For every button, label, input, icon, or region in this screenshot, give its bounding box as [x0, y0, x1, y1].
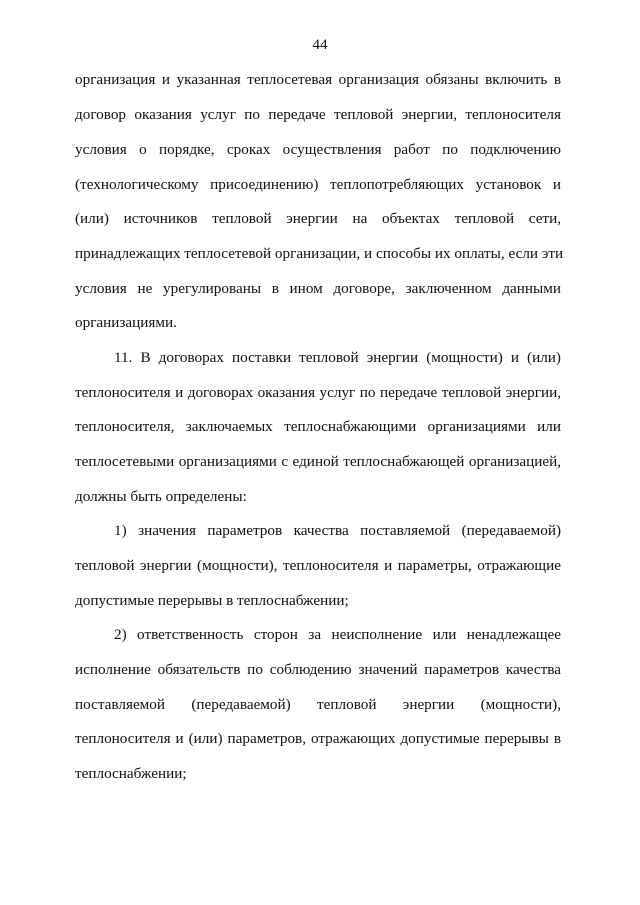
- text-line: теплоснабжении;: [75, 765, 187, 782]
- text-line: 2) ответственность сторон за неисполнение или ненадлежащее: [114, 626, 561, 643]
- text-line: допустимые перерывы в теплоснабжении;: [75, 592, 349, 609]
- text-line: (технологическому присоединению) теплопотребляющих установок и: [75, 176, 561, 193]
- text-line: (или) источников тепловой энергии на объектах тепловой сети,: [75, 210, 561, 227]
- text-line: должны быть определены:: [75, 488, 247, 505]
- text-line: 11. В договорах поставки тепловой энергии (мощности) и (или): [114, 349, 561, 366]
- text-line: теплоносителя и (или) параметров, отражающих допустимые перерывы в: [75, 730, 561, 747]
- text-line: исполнение обязательств по соблюдению значений параметров качества: [75, 661, 561, 678]
- text-line: теплосетевыми организациями с единой теплоснабжающей организацией,: [75, 453, 561, 470]
- text-line: теплоносителя, заключаемых теплоснабжающими организациями или: [75, 418, 561, 435]
- text-line: договор оказания услуг по передаче тепловой энергии, теплоносителя: [75, 106, 561, 123]
- text-line: поставляемой (передаваемой) тепловой энергии (мощности),: [75, 696, 561, 713]
- text-line: организациями.: [75, 314, 177, 331]
- text-line: теплоносителя и договорах оказания услуг по передаче тепловой энергии,: [75, 384, 561, 401]
- text-line: 1) значения параметров качества поставляемой (передаваемой): [114, 522, 561, 539]
- text-line: тепловой энергии (мощности), теплоносителя и параметры, отражающие: [75, 557, 561, 574]
- text-line: условия о порядке, сроках осуществления работ по подключению: [75, 141, 561, 158]
- text-line: условия не урегулированы в ином договоре, заключенном данными: [75, 280, 561, 297]
- text-line: принадлежащих теплосетевой организации, и способы их оплаты, если эти: [75, 245, 564, 262]
- text-line: организация и указанная теплосетевая организация обязаны включить в: [75, 71, 561, 88]
- page-number: 44: [312, 37, 328, 53]
